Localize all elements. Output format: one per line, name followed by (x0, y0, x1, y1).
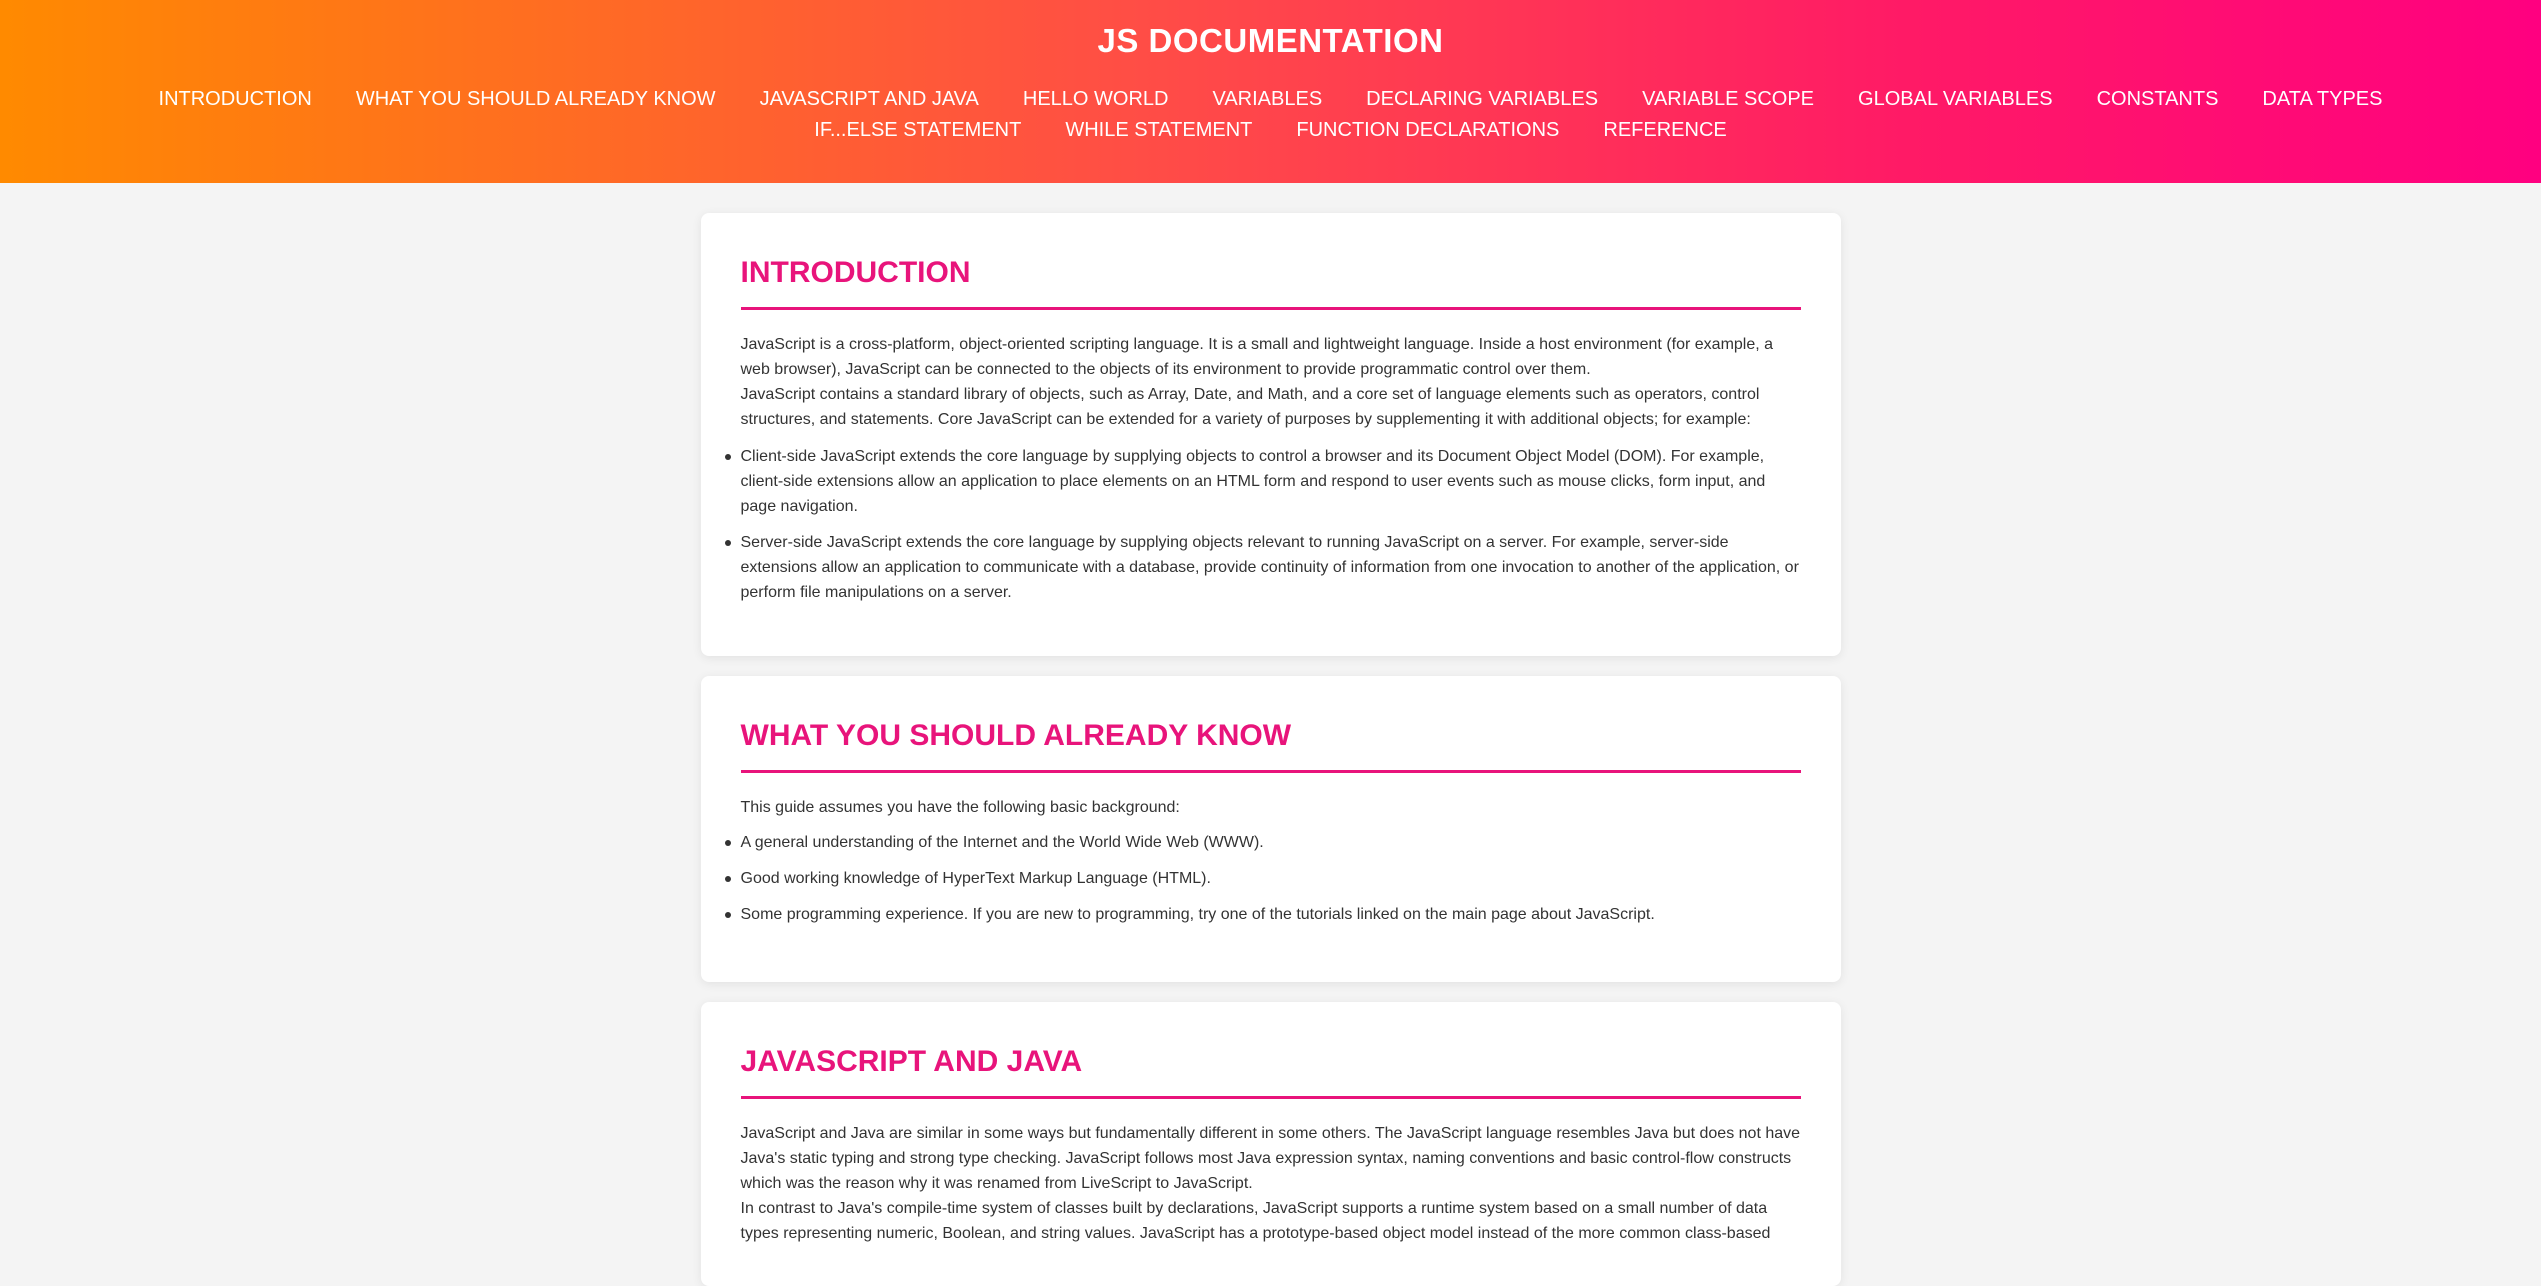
main-content (701, 213, 1841, 1286)
section-javascript-and-java (701, 1002, 1841, 1286)
section-title: INTRODUCTION (741, 255, 1801, 310)
section-paragraph: JavaScript contains a standard library of objects, such as Array, Date, and Math, and a core set of language elements such as operators, control structures, and statements. Core JavaScript can be extended for a variety of purposes by supplementing it with additional objects; for example: (740, 386, 1760, 428)
list-item: Good working knowledge of HyperText Markup Language (HTML). (741, 866, 1801, 891)
bullet-list (741, 444, 1801, 605)
nav-link-declaring-variables[interactable]: DECLARING VARIABLES (1366, 88, 1599, 110)
nav-link-constants[interactable]: CONSTANTS (2096, 88, 2219, 110)
nav-link-what-you-should-already-know[interactable]: WHAT YOU SHOULD ALREADY KNOW (355, 88, 716, 110)
list-item: A general understanding of the Internet and the World Wide Web (WWW). (741, 830, 1801, 855)
nav-link-variable-scope[interactable]: VARIABLE SCOPE (1642, 88, 1815, 110)
section-paragraph: JavaScript and Java are similar in some ways but fundamentally different in some others. The JavaScript language resembles Java but does not have Java's static typing and strong type checking. JavaScript follows most Java expression syntax, naming conventions and basic control-flow constructs which was the reason why it was renamed from LiveScript to JavaScript. (740, 1125, 1801, 1192)
nav-link-data-types[interactable]: DATA TYPES (2262, 88, 2383, 110)
section-what-you-should-already-know (701, 676, 1841, 982)
section-paragraph: This guide assumes you have the following basic background: (740, 799, 1180, 816)
list-item: Server-side JavaScript extends the core language by supplying objects relevant to running JavaScript on a server. For example, server-side extensions allow an application to communicate with a database, provide continuity of information from one invocation to another of the application, or perform file manipulations on a server. (741, 530, 1801, 605)
nav-link-javascript-and-java[interactable]: JAVASCRIPT AND JAVA (759, 88, 979, 110)
list-item: Some programming experience. If you are new to programming, try one of the tutorials linked on the main page about JavaScript. (741, 902, 1801, 927)
section-paragraph: JavaScript is a cross-platform, object-oriented scripting language. It is a small and lightweight language. Inside a host environment (for example, a web browser), JavaScript can be connected to the objects of its environment to provide programmatic control over them. (740, 336, 1774, 378)
nav-link-reference[interactable]: REFERENCE (1603, 119, 1727, 141)
list-item: Client-side JavaScript extends the core language by supplying objects to control a browser and its Document Object Model (DOM). For example, client-side extensions allow an application to place elements on an HTML form and respond to user events such as mouse clicks, form input, and page navigation. (741, 444, 1801, 519)
nav-link-introduction[interactable]: INTRODUCTION (158, 88, 312, 110)
nav-link-global-variables[interactable]: GLOBAL VARIABLES (1858, 88, 2053, 110)
main-nav (0, 88, 2541, 141)
nav-link-function-declarations[interactable]: FUNCTION DECLARATIONS (1296, 119, 1560, 141)
section-title: WHAT YOU SHOULD ALREADY KNOW (741, 718, 1801, 773)
nav-link-variables[interactable]: VARIABLES (1212, 88, 1323, 110)
site-title: JS DOCUMENTATION (1097, 22, 1444, 59)
section-paragraph: In contrast to Java's compile-time system of classes built by declarations, JavaScript supports a runtime system based on a small number of data types representing numeric, Boolean, and string values. JavaScript has a prototype-based object model instead of the more common class-based (740, 1200, 1771, 1242)
section-title: JAVASCRIPT AND JAVA (741, 1044, 1801, 1099)
section-introduction (701, 213, 1841, 656)
nav-link-hello-world[interactable]: HELLO WORLD (1022, 88, 1169, 110)
nav-link-while-statement[interactable]: WHILE STATEMENT (1065, 119, 1253, 141)
page-header (0, 0, 2541, 183)
bullet-list (741, 830, 1801, 927)
nav-link-if-else-statement[interactable]: IF...ELSE STATEMENT (814, 119, 1022, 141)
